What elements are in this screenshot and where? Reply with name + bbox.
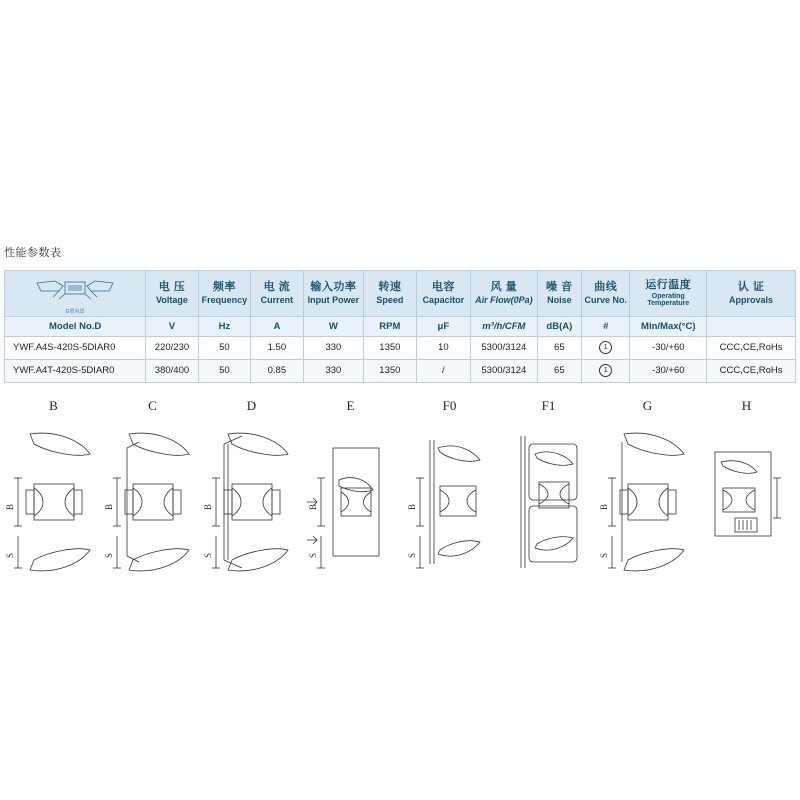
header-capacitor (416, 271, 470, 317)
subheader-frequency-unit: Hz (198, 316, 250, 336)
subheader-approvals-unit (707, 316, 796, 336)
header-air-flow-cn: 风 量 (490, 281, 518, 294)
svg-text:B: B (5, 503, 15, 510)
table-row (5, 336, 796, 359)
cell-input-power: 330 (303, 336, 364, 359)
drawing-label-f1: F1 (541, 398, 556, 413)
svg-text:S: S (407, 552, 417, 558)
drawing-label-d: D (246, 398, 257, 413)
mounting-type-f0 (400, 398, 499, 588)
cell-input-power: 330 (303, 359, 364, 382)
cell-speed: 1350 (364, 359, 416, 382)
cell-model: YWF.A4T-420S-5DIAR0 (5, 359, 146, 382)
table-row (5, 359, 796, 382)
subheader-noise-unit: dB(A) (537, 316, 581, 336)
header-air-flow-en: Air Flow(0Pa) (475, 295, 533, 306)
header-curve-en: Curve No. (584, 295, 627, 306)
svg-text:S: S (308, 552, 318, 558)
header-current-cn: 电 流 (263, 281, 291, 294)
curve-number-badge: 1 (599, 364, 612, 377)
subheader-speed-unit: RPM (364, 316, 416, 336)
cell-frequency: 50 (198, 336, 250, 359)
header-voltage-en: Voltage (156, 295, 188, 306)
cell-air-flow: 5300/3124 (471, 359, 538, 382)
header-air-flow (471, 271, 538, 317)
drawing-label-g: G (642, 398, 653, 413)
header-voltage (146, 271, 198, 317)
fan-shroud-drawing-icon (29, 275, 121, 305)
header-noise-cn: 噪 音 (546, 281, 573, 294)
table-header-main (5, 271, 796, 317)
header-approvals (707, 271, 796, 317)
drawing-label-f0: F0 (442, 398, 457, 413)
header-capacitor-cn: 电容 (431, 281, 455, 294)
drawing-label-b: B (49, 398, 58, 413)
cell-current: 0.85 (251, 359, 303, 382)
cell-voltage: 220/230 (146, 336, 198, 359)
svg-text:S: S (203, 552, 213, 558)
mounting-type-b (4, 398, 103, 588)
header-input-power-cn: 输入功率 (310, 281, 357, 294)
subheader-temperature-unit: Min/Max(°C) (630, 316, 707, 336)
header-input-power-en: Input Power (307, 295, 360, 306)
subheader-capacitor-unit: μF (416, 316, 470, 336)
header-approvals-cn: 认 证 (737, 281, 765, 294)
header-operating-temperature-en: Operating Temperature (647, 292, 690, 308)
fan-logo-icon (5, 271, 145, 309)
drawing-label-c: C (148, 398, 157, 413)
header-operating-temperature (630, 271, 707, 317)
header-noise (537, 271, 581, 317)
header-speed-en: Speed (376, 295, 404, 306)
header-curve (582, 271, 630, 317)
mounting-type-d (202, 398, 301, 588)
drawing-label-e: E (346, 398, 355, 413)
svg-text:B: B (599, 503, 609, 510)
brand-logo-cell (5, 271, 146, 317)
cell-temperature: -30/+60 (630, 359, 707, 382)
svg-text:S: S (5, 552, 15, 558)
header-operating-temperature-cn: 运行温度 (645, 279, 692, 292)
header-curve-cn: 曲线 (594, 281, 618, 294)
curve-number-badge: 1 (599, 341, 612, 354)
mounting-type-f1 (499, 398, 598, 588)
svg-text:B: B (407, 503, 417, 510)
subheader-model: Model No.D (5, 316, 146, 336)
mounting-drawings-strip (4, 398, 796, 588)
header-current-en: Current (260, 295, 294, 306)
drawing-g-svg (598, 418, 697, 586)
logo-caption: G型风罩 (65, 309, 85, 315)
drawing-f0-svg (400, 418, 499, 586)
svg-text:S: S (599, 552, 609, 558)
cell-temperature: -30/+60 (630, 336, 707, 359)
cell-capacitor: / (416, 359, 470, 382)
drawing-d-svg (202, 418, 301, 586)
header-current (251, 271, 303, 317)
header-frequency-cn: 频率 (212, 281, 236, 294)
section-caption: 性能参数表 (4, 247, 62, 259)
header-approvals-en: Approvals (729, 295, 774, 306)
header-frequency-en: Frequency (201, 295, 248, 306)
header-speed (364, 271, 416, 317)
header-input-power (303, 271, 364, 317)
mounting-type-e (301, 398, 400, 588)
header-noise-en: Noise (547, 295, 572, 306)
drawing-b-svg (4, 418, 103, 586)
svg-text:B: B (203, 503, 213, 510)
subheader-curve-unit: # (582, 316, 630, 336)
cell-approvals: CCC,CE,RoHs (707, 359, 796, 382)
cell-capacitor: 10 (416, 336, 470, 359)
header-frequency (198, 271, 250, 317)
header-voltage-cn: 电 压 (158, 281, 186, 294)
drawing-h-svg (697, 418, 796, 586)
cell-air-flow: 5300/3124 (471, 336, 538, 359)
subheader-air-flow-unit: m³/h/CFM (471, 316, 538, 336)
drawing-c-svg (103, 418, 202, 586)
svg-text:S: S (104, 552, 114, 558)
subheader-current-unit: A (251, 316, 303, 336)
cell-noise: 65 (537, 359, 581, 382)
mounting-type-c (103, 398, 202, 588)
drawing-f1-svg (499, 418, 598, 586)
cell-frequency: 50 (198, 359, 250, 382)
subheader-voltage-unit: V (146, 316, 198, 336)
header-capacitor-en: Capacitor (422, 295, 465, 306)
mounting-type-h (697, 398, 796, 588)
subheader-power-unit: W (303, 316, 364, 336)
cell-voltage: 380/400 (146, 359, 198, 382)
mounting-type-g (598, 398, 697, 588)
svg-text:B: B (104, 503, 114, 510)
header-speed-cn: 转速 (378, 281, 402, 294)
cell-approvals: CCC,CE,RoHs (707, 336, 796, 359)
drawing-e-svg (301, 418, 400, 586)
cell-noise: 65 (537, 336, 581, 359)
drawing-label-h: H (741, 398, 752, 413)
table-header-sub (5, 316, 796, 336)
cell-model: YWF.A4S-420S-5DIAR0 (5, 336, 146, 359)
cell-curve (582, 359, 630, 382)
cell-speed: 1350 (364, 336, 416, 359)
cell-curve (582, 336, 630, 359)
specification-table (4, 270, 796, 383)
cell-current: 1.50 (251, 336, 303, 359)
svg-text:B: B (308, 503, 318, 510)
